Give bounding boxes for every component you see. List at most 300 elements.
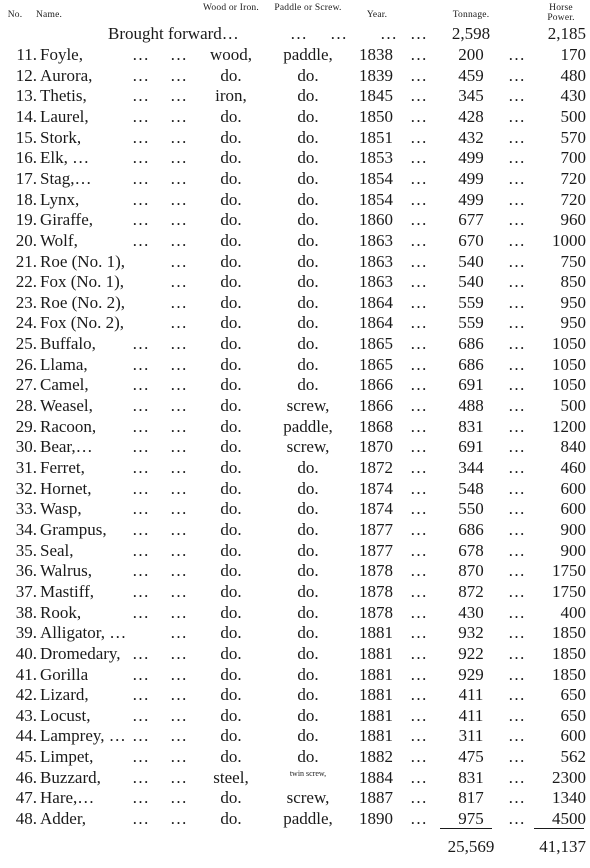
ship-number: 13. [15, 86, 37, 106]
ship-name: Lamprey, … [40, 726, 126, 746]
table-row [0, 106, 590, 127]
header-name: Name. [36, 10, 63, 20]
horse-power: 720 [560, 189, 586, 209]
leader-dots: … [132, 210, 150, 230]
table-row [0, 643, 590, 664]
build-year: 1839 [359, 65, 393, 85]
ship-number: 25. [15, 334, 37, 354]
tonnage: 499 [458, 148, 484, 168]
ship-name: Roe (No. 1), [40, 251, 125, 271]
leader-dots: … [132, 561, 150, 581]
tonnage: 872 [458, 581, 484, 601]
ship-number: 23. [15, 292, 37, 312]
ship-name: Camel, [40, 375, 89, 395]
horse-power: 700 [560, 148, 586, 168]
ship-number: 46. [15, 767, 37, 787]
ship-name: Llama, [40, 354, 88, 374]
ship-number: 30. [15, 437, 37, 457]
ship-name: Buzzard, [40, 767, 101, 787]
horse-power: 650 [560, 685, 586, 705]
leader-dots: … [170, 788, 188, 808]
propulsion: do. [297, 540, 319, 560]
brought-forward-horse-power: 2,185 [547, 24, 586, 43]
ship-number: 24. [15, 313, 37, 333]
tonnage: 499 [458, 189, 484, 209]
leader-dots: … [508, 416, 526, 436]
leader-dots: … [132, 520, 150, 539]
table-row [0, 271, 590, 292]
propulsion: do. [297, 561, 319, 581]
ship-number: 39. [15, 623, 37, 643]
horse-power: 460 [560, 458, 586, 477]
tonnage: 344 [458, 458, 484, 477]
tonnage: 311 [458, 726, 484, 746]
hull-material: do. [220, 623, 242, 643]
table-row [0, 705, 590, 726]
ship-number: 19. [15, 210, 37, 230]
tonnage: 540 [458, 251, 484, 271]
horse-power: 570 [560, 127, 586, 147]
tonnage: 499 [458, 168, 484, 188]
leader-dots: … [410, 458, 428, 477]
leader-dots: … [508, 65, 526, 85]
brought-forward-tonnage: 2,598 [451, 24, 491, 43]
leader-dots: … [170, 561, 188, 581]
hull-material: do. [220, 437, 242, 457]
build-year: 1881 [359, 623, 393, 643]
propulsion: do. [297, 602, 319, 622]
leader-dots: … [170, 272, 188, 292]
ship-name: Ferret, [40, 458, 85, 477]
horse-power: 900 [560, 520, 586, 539]
ship-name: Lynx, [40, 189, 80, 209]
hull-material: do. [220, 478, 242, 498]
hull-material: do. [220, 581, 242, 601]
leader-dots: … [508, 643, 526, 663]
leader-dots: … [410, 313, 428, 333]
leader-dots: … [170, 375, 188, 395]
leader-dots: … [410, 86, 428, 106]
hull-material: do. [220, 396, 242, 415]
build-year: 1851 [359, 127, 393, 147]
ship-number: 15. [15, 127, 37, 147]
ship-name: Stork, [40, 127, 82, 147]
build-year: 1878 [359, 561, 393, 581]
leader-dots: … [170, 45, 188, 64]
leader-dots: … [132, 664, 150, 684]
table-row [0, 230, 590, 251]
ship-name: Giraffe, [40, 210, 94, 230]
leader-dots: … [410, 168, 428, 188]
tonnage: 691 [458, 437, 484, 457]
leader-dots: … [170, 292, 188, 312]
tonnage: 670 [458, 230, 484, 250]
leader-dots: … [508, 354, 526, 374]
leader-dots: … [132, 189, 150, 209]
leader-dots: … [508, 210, 526, 230]
leader-dots: … [410, 540, 428, 560]
ship-number: 33. [15, 499, 37, 519]
ship-number: 41. [15, 664, 37, 684]
horse-power: 1750 [552, 581, 586, 601]
ship-name: Grampus, [40, 520, 107, 539]
tonnage: 550 [458, 499, 484, 519]
leader-dots: … [508, 478, 526, 498]
table-row [0, 560, 590, 581]
ship-number: 47. [15, 788, 37, 808]
tonnage: 870 [458, 561, 484, 581]
leader-dots: … [410, 230, 428, 250]
tonnage: 548 [458, 478, 484, 498]
propulsion: do. [297, 272, 319, 292]
ship-name: Racoon, [40, 416, 97, 436]
build-year: 1872 [359, 458, 393, 477]
tonnage: 686 [458, 520, 484, 539]
ship-name: Fox (No. 2), [40, 313, 125, 333]
propulsion: do. [297, 230, 319, 250]
leader-dots: … [132, 581, 150, 601]
hull-material: do. [220, 643, 242, 663]
leader-dots: … [170, 540, 188, 560]
horse-power: 1850 [552, 623, 586, 643]
ship-number: 45. [15, 747, 37, 767]
ship-number: 28. [15, 396, 37, 415]
ship-number: 11. [16, 45, 37, 64]
tonnage: 691 [458, 375, 484, 395]
build-year: 1877 [359, 540, 393, 560]
ship-name: Limpet, [40, 747, 94, 767]
hull-material: do. [220, 251, 242, 271]
horse-power: 900 [560, 540, 586, 560]
leader-dots: … [170, 354, 188, 374]
propulsion: do. [297, 375, 319, 395]
build-year: 1868 [359, 416, 393, 436]
propulsion: paddle, [283, 416, 333, 436]
propulsion: do. [297, 65, 319, 85]
leader-dots: … [410, 809, 428, 828]
leader-dots: … [132, 705, 150, 725]
horse-power: 950 [560, 292, 586, 312]
leader-dots: … [508, 458, 526, 477]
hull-material: do. [220, 602, 242, 622]
leader-dots: … [508, 334, 526, 354]
leader-dots: … [170, 334, 188, 354]
table-row [0, 251, 590, 272]
leader-dots: … [508, 561, 526, 581]
ship-number: 44. [15, 726, 37, 746]
horse-power: 600 [560, 499, 586, 519]
propulsion: do. [297, 499, 319, 519]
tonnage: 932 [458, 623, 484, 643]
propulsion: do. [297, 334, 319, 354]
ship-name: Buffalo, [40, 334, 96, 354]
leader-dots: … [170, 664, 188, 684]
leader-dots: … [132, 685, 150, 705]
horse-power: 430 [560, 86, 586, 106]
leader-dots: … [508, 313, 526, 333]
leader-dots: … [508, 168, 526, 188]
ship-number: 27. [15, 375, 37, 395]
header-no: No. [7, 10, 23, 20]
leader-dots: … [410, 788, 428, 808]
propulsion: do. [297, 127, 319, 147]
table-row [0, 519, 590, 540]
hull-material: do. [220, 106, 242, 126]
leader-dots: … [410, 623, 428, 643]
leader-dots: … [508, 106, 526, 126]
build-year: 1882 [359, 747, 393, 767]
leader-dots: … [508, 623, 526, 643]
hull-material: do. [220, 747, 242, 767]
leader-dots: … [508, 375, 526, 395]
build-year: 1845 [359, 86, 393, 106]
horse-power: 4500 [552, 809, 586, 828]
leader-dots: … [170, 685, 188, 705]
ship-number: 38. [15, 602, 37, 622]
build-year: 1863 [359, 272, 393, 292]
leader-dots: … [508, 705, 526, 725]
leader-dots: … [508, 396, 526, 415]
propulsion: do. [297, 685, 319, 705]
ship-number: 34. [15, 520, 37, 539]
table-row [0, 292, 590, 313]
build-year: 1863 [359, 230, 393, 250]
ship-name: Weasel, [40, 396, 93, 415]
leader-dots: … [132, 86, 150, 106]
hull-material: do. [220, 189, 242, 209]
leader-dots: … [170, 230, 188, 250]
leader-dots: … [170, 581, 188, 601]
horse-power: 1340 [552, 788, 586, 808]
leader-dots: … [170, 809, 188, 828]
propulsion: do. [297, 354, 319, 374]
leader-dots: … [132, 499, 150, 519]
leader-dots: … [132, 168, 150, 188]
tonnage: 411 [458, 685, 484, 705]
leader-dots: … [410, 148, 428, 168]
leader-dots: … [508, 664, 526, 684]
table-row [0, 395, 590, 416]
leader-dots: … [170, 416, 188, 436]
ship-name: Adder, [40, 809, 87, 828]
horse-power: 2300 [552, 767, 586, 787]
leader-dots: … [410, 705, 428, 725]
hull-material: do. [220, 313, 242, 333]
leader-dots: … [170, 458, 188, 477]
leader-dots: … [508, 437, 526, 457]
leader-dots: … [508, 148, 526, 168]
hull-material: steel, [213, 767, 249, 787]
hull-material: iron, [215, 86, 247, 106]
build-year: 1864 [359, 313, 393, 333]
propulsion: do. [297, 210, 319, 230]
horse-power: 1050 [552, 375, 586, 395]
ship-number: 18. [15, 189, 37, 209]
table-row [0, 374, 590, 395]
leader-dots: … [508, 540, 526, 560]
propulsion: screw, [286, 396, 330, 415]
leader-dots: … [410, 45, 428, 64]
table-row [0, 436, 590, 457]
tonnage: 411 [458, 705, 484, 725]
build-year: 1874 [359, 478, 393, 498]
leader-dots: … [508, 230, 526, 250]
horse-power: 960 [560, 210, 586, 230]
tonnage: 677 [458, 210, 484, 230]
tonnage: 559 [458, 313, 484, 333]
table-row [0, 808, 590, 829]
build-year: 1878 [359, 602, 393, 622]
leader-dots: … [132, 396, 150, 415]
table-row [0, 189, 590, 210]
table-row [0, 209, 590, 230]
build-year: 1864 [359, 292, 393, 312]
ship-number: 26. [15, 354, 37, 374]
ship-name: Elk, … [40, 148, 90, 168]
ship-number: 35. [15, 540, 37, 560]
table-row [0, 478, 590, 499]
propulsion: do. [297, 664, 319, 684]
table-row [0, 457, 590, 478]
header-wood-or-iron: Wood or Iron. [203, 3, 259, 13]
leader-dots: … [170, 602, 188, 622]
leader-dots: … [132, 106, 150, 126]
table-row [0, 602, 590, 623]
leader-dots: … [508, 809, 526, 828]
leader-dots: … [508, 767, 526, 787]
ship-number: 29. [15, 416, 37, 436]
tonnage: 817 [458, 788, 484, 808]
tonnage: 488 [458, 396, 484, 415]
hull-material: do. [220, 127, 242, 147]
tonnage: 540 [458, 272, 484, 292]
leader-dots: … [410, 354, 428, 374]
build-year: 1881 [359, 705, 393, 725]
leader-dots: … [170, 210, 188, 230]
leader-dots: … [132, 809, 150, 828]
leader-dots: … [508, 86, 526, 106]
leader-dots: … [132, 478, 150, 498]
hull-material: wood, [209, 45, 253, 64]
propulsion: do. [297, 520, 319, 539]
leader-dots: … [410, 189, 428, 209]
ship-name: Roe (No. 2), [40, 292, 125, 312]
leader-dots: … [410, 334, 428, 354]
build-year: 1866 [359, 375, 393, 395]
build-year: 1866 [359, 396, 393, 415]
tonnage: 475 [458, 747, 484, 767]
leader-dots: … [170, 726, 188, 746]
leader-dots: … [132, 375, 150, 395]
hull-material: do. [220, 65, 242, 85]
hull-material: do. [220, 272, 242, 292]
table-row [0, 767, 590, 788]
build-year: 1878 [359, 581, 393, 601]
propulsion: paddle, [283, 809, 333, 828]
leader-dots: … [170, 767, 188, 787]
horse-power: 562 [560, 747, 586, 767]
table-row [0, 581, 590, 602]
hull-material: do. [220, 726, 242, 746]
ship-name: Hare,… [40, 788, 95, 808]
ship-number: 14. [15, 106, 37, 126]
horse-power: 850 [560, 272, 586, 292]
hull-material: do. [220, 520, 242, 539]
propulsion: do. [297, 292, 319, 312]
leader-dots: … [170, 747, 188, 767]
leader-dots: … [508, 581, 526, 601]
leader-dots: … [508, 747, 526, 767]
leader-dots: … [410, 561, 428, 581]
leader-dots: … [410, 396, 428, 415]
ship-number: 43. [15, 705, 37, 725]
leader-dots: … [170, 189, 188, 209]
propulsion: do. [297, 86, 319, 106]
table-row [0, 85, 590, 106]
build-year: 1887 [359, 788, 393, 808]
tonnage: 686 [458, 354, 484, 374]
leader-dots: … [132, 788, 150, 808]
total-horse-power: 41,137 [539, 837, 586, 856]
ship-number: 42. [15, 685, 37, 705]
table-row [0, 787, 590, 808]
table-row [0, 333, 590, 354]
leader-dots: … [170, 251, 188, 271]
leader-dots: … [132, 45, 150, 64]
build-year: 1881 [359, 685, 393, 705]
header-tonnage: Tonnage. [452, 10, 490, 20]
build-year: 1865 [359, 334, 393, 354]
horse-power: 400 [560, 602, 586, 622]
leader-dots: … [410, 478, 428, 498]
build-year: 1881 [359, 664, 393, 684]
leader-dots: … [380, 24, 398, 43]
hull-material: do. [220, 685, 242, 705]
leader-dots: … [410, 251, 428, 271]
leader-dots: … [132, 127, 150, 147]
propulsion: do. [297, 148, 319, 168]
ship-number: 40. [15, 643, 37, 663]
ship-name: Stag,… [40, 168, 92, 188]
propulsion: screw, [286, 437, 330, 457]
build-year: 1854 [359, 168, 393, 188]
table-row [0, 622, 590, 643]
leader-dots: … [132, 354, 150, 374]
hull-material: do. [220, 809, 242, 828]
leader-dots: … [132, 65, 150, 85]
leader-dots: … [410, 499, 428, 519]
leader-dots: … [132, 230, 150, 250]
propulsion: do. [297, 458, 319, 477]
ship-number: 17. [15, 168, 37, 188]
tonnage: 929 [458, 664, 484, 684]
hull-material: do. [220, 664, 242, 684]
leader-dots: … [508, 292, 526, 312]
leader-dots: … [132, 458, 150, 477]
propulsion: twin screw, [289, 768, 327, 778]
ship-name: Hornet, [40, 478, 92, 498]
leader-dots: … [410, 685, 428, 705]
ship-name: Walrus, [40, 561, 92, 581]
leader-dots: … [508, 685, 526, 705]
horse-power-total-rule [534, 828, 584, 829]
propulsion: do. [297, 726, 319, 746]
ship-number: 48. [15, 809, 37, 828]
leader-dots: … [508, 520, 526, 539]
leader-dots: … [170, 478, 188, 498]
brought-forward-label: Brought forward… [108, 24, 239, 43]
horse-power: 1850 [552, 664, 586, 684]
